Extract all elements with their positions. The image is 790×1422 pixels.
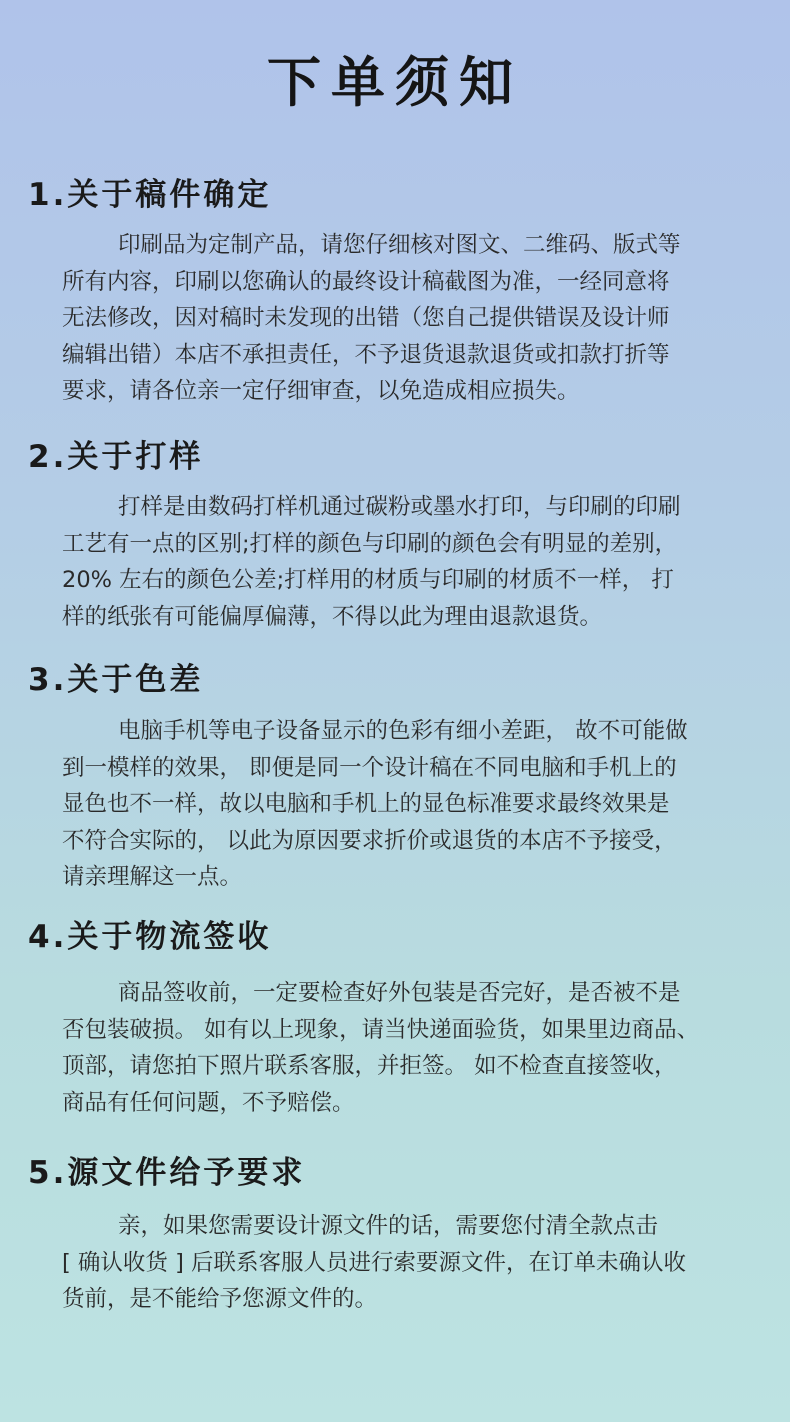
body-line: 顶部，请您拍下照片联系客服，并拒签。 如不检查直接签收， [62, 1053, 677, 1079]
body-line: 样的纸张有可能偏厚偏薄，不得以此为理由退款退货。 [62, 603, 603, 630]
body-line: 编辑出错）本店不承担责任，不予退货退款退货或扣款打折等 [62, 341, 670, 368]
section-heading-1: 1.关于稿件确定 [28, 177, 272, 213]
section-heading-3: 3.关于色差 [28, 662, 204, 698]
body-line: 商品签收前，一定要检查好外包装是否完好，是否被不是 [118, 980, 681, 1006]
section-body-1 [62, 227, 752, 410]
body-line: 货前，是不能给予您源文件的。 [62, 1286, 378, 1312]
body-line: 要求，请各位亲一定仔细审查，以免造成相应损失。 [62, 378, 580, 404]
body-line: 显色也不一样，故以电脑和手机上的显色标准要求最终效果是 [62, 791, 670, 817]
body-line: [ 确认收货 ] 后联系客服人员进行索要源文件，在订单未确认收 [62, 1249, 687, 1276]
body-line: 打样是由数码打样机通过碳粉或墨水打印，与印刷的印刷 [118, 494, 681, 520]
body-line: 商品有任何问题，不予赔偿。 [62, 1089, 355, 1116]
section-heading-4: 4.关于物流签收 [28, 919, 272, 955]
body-line: 电脑手机等电子设备显示的色彩有细小差距， 故不可能做 [118, 718, 688, 744]
body-line: 到一模样的效果， 即便是同一个设计稿在不同电脑和手机上的 [62, 754, 677, 781]
section-body-5 [62, 1208, 752, 1318]
page-title: 下单须知 [267, 51, 523, 114]
body-line: 请亲理解这一点。 [62, 864, 243, 890]
section-body-4 [62, 975, 752, 1121]
section-heading-5: 5.源文件给予要求 [28, 1155, 306, 1191]
section-body-3 [62, 713, 752, 896]
body-line: 工艺有一点的区别;打样的颜色与印刷的颜色会有明显的差别， [62, 530, 678, 557]
body-line: 亲，如果您需要设计源文件的话，需要您付清全款点击 [118, 1213, 659, 1239]
section-body-2 [62, 489, 752, 635]
body-line: 否包装破损。 如有以上现象，请当快递面验货，如果里边商品、 [62, 1016, 700, 1043]
section-heading-2: 2.关于打样 [28, 439, 204, 475]
body-line: 所有内容，印刷以您确认的最终设计稿截图为准，一经同意将 [62, 268, 670, 295]
body-line: 不符合实际的， 以此为原因要求折价或退货的本店不予接受， [62, 827, 677, 854]
body-line: 印刷品为定制产品，请您仔细核对图文、二维码、版式等 [118, 232, 681, 258]
body-line: 无法修改，因对稿时未发现的出错（您自己提供错误及设计师 [62, 305, 670, 331]
body-line: 20% 左右的颜色公差;打样用的材质与印刷的材质不一样， 打 [62, 567, 674, 593]
